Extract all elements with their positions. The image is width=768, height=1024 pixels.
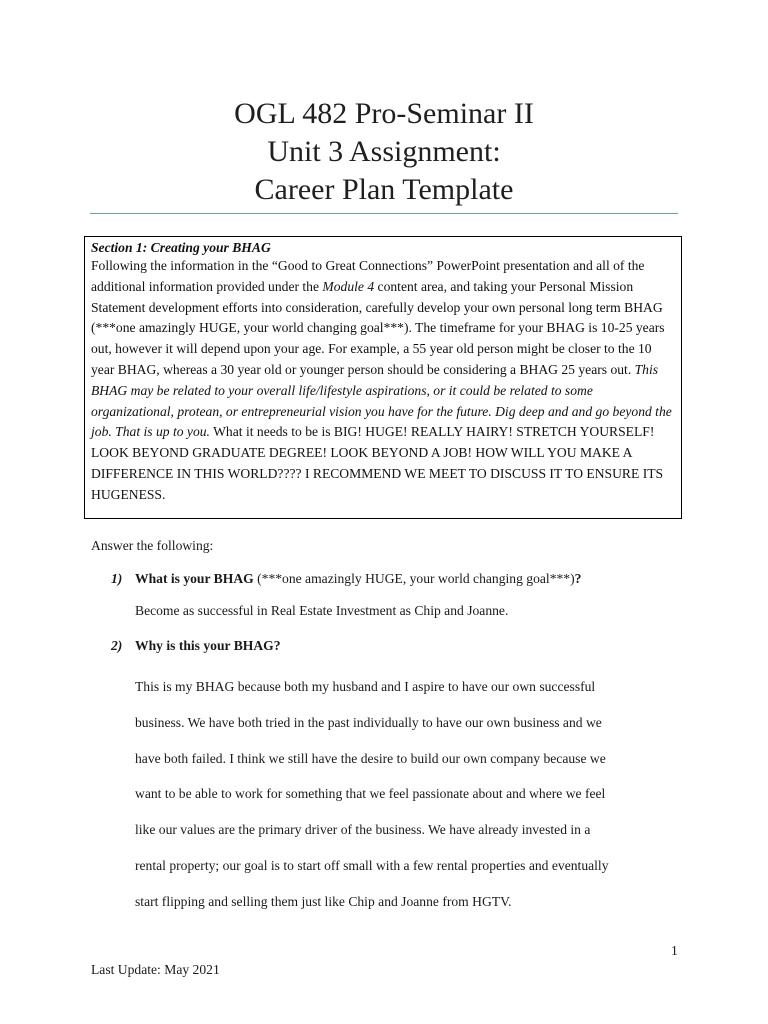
question-2 — [111, 637, 281, 655]
section1-box — [84, 236, 682, 519]
title-line-3: Career Plan Template — [254, 173, 514, 206]
answer-2-line: start flipping and selling them just like Chip and Joanne from HGTV. — [135, 893, 512, 909]
question-1-number: 1) — [111, 571, 123, 586]
section1-body — [91, 256, 675, 506]
title-line-2: Unit 3 Assignment: — [267, 135, 501, 168]
answer-2-line: business. We have both tried in the past individually to have our own business and we — [135, 714, 602, 730]
module-reference: Module 4 — [322, 278, 375, 294]
answer-2-line: have both failed. I think we still have the desire to build our own company because we — [135, 750, 606, 766]
question-2-number: 2) — [111, 638, 123, 653]
question-1-bold-lead: What is your BHAG — [135, 571, 254, 586]
question-1 — [111, 570, 581, 588]
title-divider — [90, 213, 678, 214]
section1-italic-text: This BHAG may be related to your overall life/lifestyle aspirations, or it could be related to some organizational, protean, or entrepreneurial vision you have for the future. Dig deep and and go beyond the job. That is up to you. — [91, 361, 672, 440]
answer-2-line: like our values are the primary driver of the business. We have already invested in a — [135, 822, 591, 838]
question-1-normal: (***one amazingly HUGE, your world changing goal***) — [253, 571, 575, 586]
answer-2 — [135, 669, 675, 920]
question-1-bold-tail: ? — [574, 571, 582, 586]
answer-1: Become as successful in Real Estate Investment as Chip and Joanne. — [135, 603, 509, 618]
section1-text-c: What it needs to be is BIG! HUGE! REALLY HAIRY! STRETCH YOURSELF! LOOK BEYOND GRADUATE DEGREE! LOOK BEYOND A JOB! HOW WILL YOU MAKE A DIFFERENCE IN THIS WORLD???? I RECOMMEND WE MEET TO DISCUSS IT TO ENSURE ITS HUGENESS. — [91, 424, 664, 502]
section1-heading: Section 1: Creating your BHAG — [91, 240, 271, 255]
answer-2-line: This is my BHAG because both my husband and I aspire to have our own successful — [135, 679, 596, 694]
section1-text-b: content area, and taking your Personal Mission Statement development efforts into consideration, carefully develop your own personal long term BHAG (***one amazingly HUGE, your world changing goal***). The timeframe for your BHAG is 10-25 years out, however it will depend upon your age. For example, a 55 year old person might be closer to the 10 year BHAG, whereas a 30 year old or younger person should be considering a BHAG 25 years out. — [91, 278, 665, 377]
footer-last-update: Last Update: May 2021 — [91, 962, 220, 977]
answer-2-line: want to be able to work for something that we feel passionate about and where we feel — [135, 786, 606, 802]
answer-intro: Answer the following: — [91, 538, 214, 553]
question-2-bold-lead: Why is this your BHAG? — [135, 638, 281, 653]
document-title — [90, 95, 678, 209]
title-line-1: OGL 482 Pro-Seminar II — [234, 97, 534, 130]
answer-2-line: rental property; our goal is to start off small with a few rental properties and eventually — [135, 857, 609, 873]
section1-text-a: Following the information in the “Good to Great Connections” PowerPoint presentation and all of the additional information provided under the — [91, 258, 645, 294]
page-number: 1 — [671, 943, 678, 958]
